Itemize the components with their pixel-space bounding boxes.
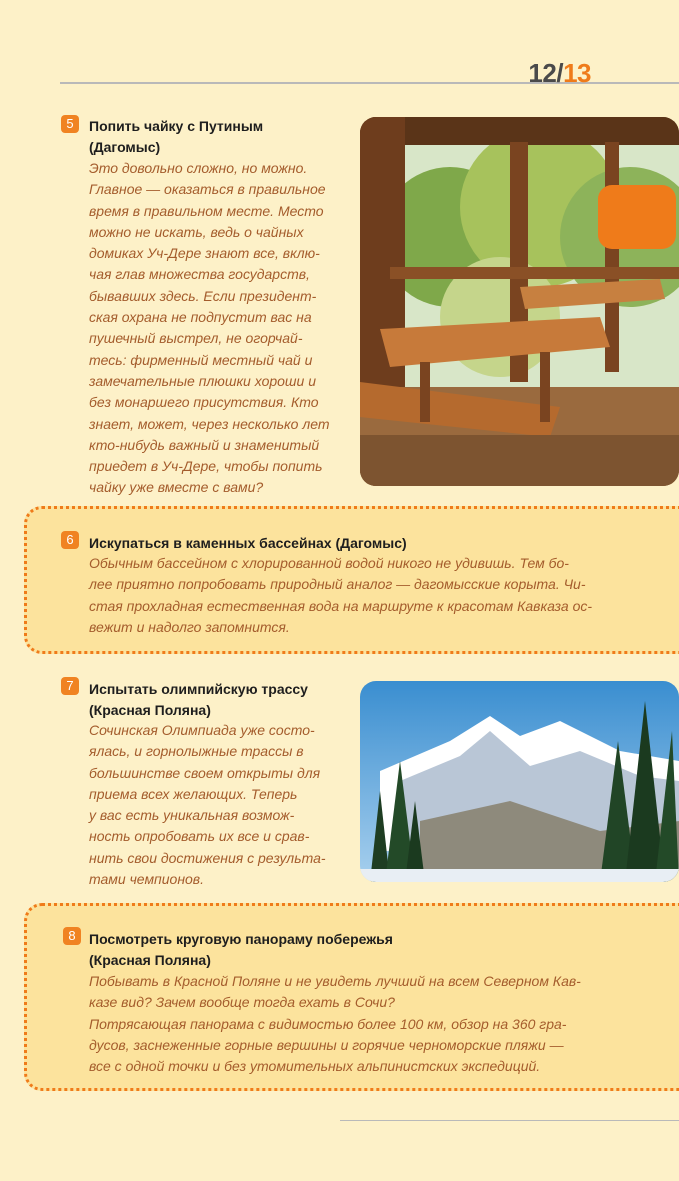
item-number-badge: 8 <box>63 927 81 945</box>
item-text: Это довольно сложно, но можно. Главное — оказаться в правильное время в правильном месте. Место можно не искать, ведь о чайных домиках Уч-Дере знают все, вклю- чая глав множества государств, бывавших здесь. Если президент- ская охрана не подпустит вас на пушечный выстрел, не огорчай- тесь: фирменный местный чай и замечательные плюшки хороши и без монаршего присутствия. Кто знает, может, через несколько лет кто-нибудь важный и знаменитый приедет в Уч-Дере, чтобы попить чайку уже вместе с вами? <box>89 160 330 496</box>
item-title: Искупаться в каменных бассейнах (Дагомыс) <box>89 535 407 551</box>
next-page: 13 <box>563 58 591 88</box>
item-title: Попить чайку с Путиным (Дагомыс) <box>89 118 264 155</box>
item-text: Сочинская Олимпиада уже состо- ялась, и горнолыжные трассы в большинстве своем открыты для приема всех желающих. Теперь у вас есть уникальная возмож- ность опробовать их все и срав- нить свои достижения с результа- тами чемпионов. <box>89 722 326 888</box>
item-text: Побывать в Красной Поляне и не увидеть лучший на всем Северном Кав- казе вид? Зачем вообще тогда ехать в Сочи? Потрясающая панорама с видимостью более 100 км, обзор на 360 гра- дусов, заснеженные горные вершины и горячие черноморские пляжи — все с одной точки и без утомительных альпинистских экспедиций. <box>89 973 581 1075</box>
page-number <box>528 58 591 89</box>
current-page: 12 <box>528 58 557 88</box>
item-title: Испытать олимпийскую трассу (Красная Поляна) <box>89 681 308 718</box>
item-number-badge: 7 <box>61 677 79 695</box>
item-number-badge: 5 <box>61 115 79 133</box>
item-text: Обычным бассейном с хлорированной водой никого не удивишь. Тем бо- лее приятно попробовать природный аналог — дагомысские корыта. Чи- стая прохладная естественная вода на маршруте к красотам Кавказа ос- вежит и надолго запомнится. <box>89 555 593 635</box>
item-number-badge: 6 <box>61 531 79 549</box>
mountain-photo <box>360 681 679 882</box>
item-title: Посмотреть круговую панораму побережья (Красная Поляна) <box>89 931 393 968</box>
tea-house-photo <box>360 117 679 486</box>
page-separator: / <box>556 58 564 88</box>
footer-rule <box>340 1120 679 1121</box>
